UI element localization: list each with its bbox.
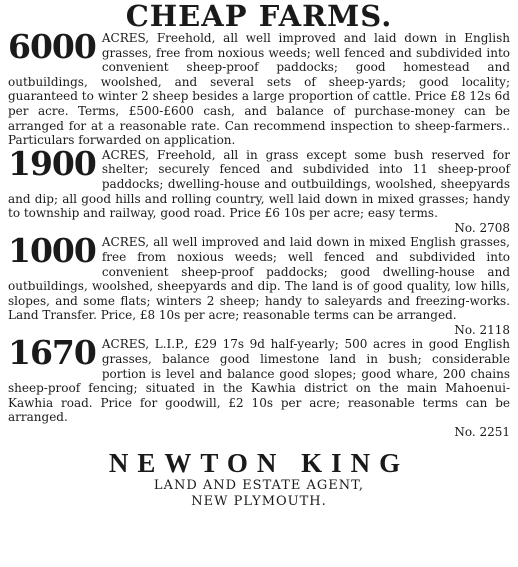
listing-text: ACRES, Freehold, all well improved and laid down in English grasses, free from noxious weeds; well fenced and subdivided into convenient sheep-proof paddocks; good homestead and outbuildings, woolshed, and several sets of sheep-yards; good locality; guaranteed to winter 2 sheep besides a large proportion of cattle. Price £8 12s 6d per acre. Terms, £500-£600 cash, and balance of purchase-money can be arranged for at a reasonable rate. Can recommend inspection to sheep-farmers.. Particulars forwarded on application. [8, 31, 510, 148]
ad-heading: CHEAP FARMS. [125, 0, 393, 33]
agent-location: NEW PLYMOUTH. [191, 493, 327, 509]
reference-number: No. 2118 [454, 322, 510, 337]
listing-1900 [8, 143, 510, 236]
listing-1000 [8, 231, 510, 337]
listing-1670 [8, 333, 510, 440]
acreage-number: 1000 [8, 231, 96, 271]
acreage-number: 1900 [8, 143, 96, 183]
reference-number: No. 2708 [454, 220, 510, 235]
acreage-number: 6000 [8, 27, 96, 66]
agent-footer [8, 448, 510, 510]
listing-text: ACRES, Freehold, all in grass except some bush reserved for shelter; securely fenced and subdivided into 11 sheep-proof paddocks; dwelling-house and outbuildings, woolshed, sheepyards and dip; all good hills and rolling country, well laid down in mixed grasses; handy to township and railway, good road. Price £6 10s per acre; easy terms. [8, 147, 510, 221]
reference-number: No. 2251 [454, 425, 510, 440]
acreage-number: 1670 [8, 333, 96, 373]
agent-title: LAND AND ESTATE AGENT, [153, 477, 365, 493]
listing-text: ACRES, all well improved and laid down in mixed English grasses, free from noxious weeds; well fenced and subdivided into convenient sheep-proof paddocks; good dwelling-house and outbuildings, woolshed, sheepyards and dip. The land is of good quality, low hills, slopes, and some flats; winters 2 sheep; handy to saleyards and freezing-works. Land Transfer. Price, £8 10s per acre; reasonable terms can be arranged. [8, 235, 510, 323]
listing-6000 [8, 27, 510, 148]
listing-text: ACRES, L.I.P., £29 17s 9d half-yearly; 500 acres in good English grasses, balance good limestone land in bush; considerable portion is level and balance good slopes; good whare, 200 chains sheep-proof fencing; situated in the Kawhia district on the main Mahoenui-Kawhia road. Price for goodwill, £2 10s per acre; reasonable terms can be arranged. [8, 337, 510, 425]
agent-name: NEWTON KING [108, 447, 410, 478]
